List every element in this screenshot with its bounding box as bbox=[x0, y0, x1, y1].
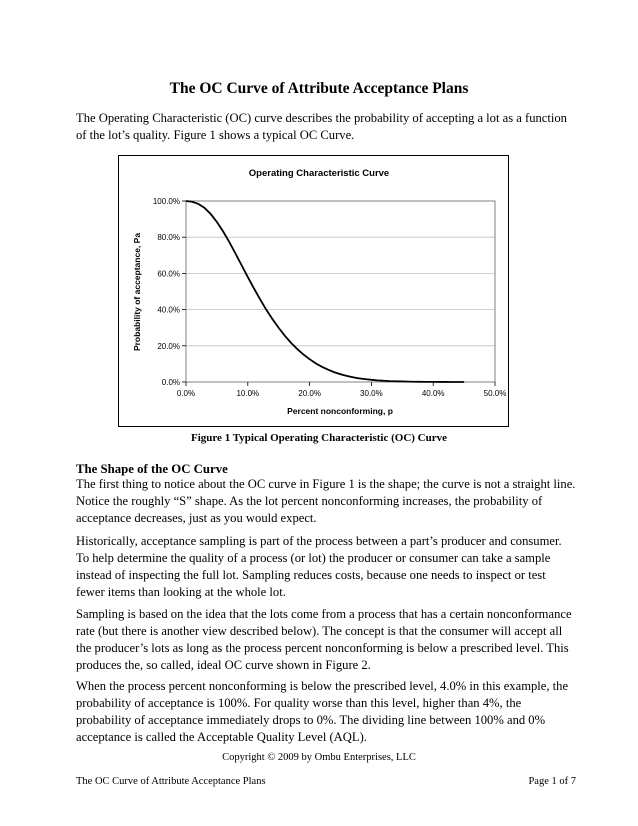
body-paragraph: Historically, acceptance sampling is part of the process between a part’s producer and consumer. To help determine the quality of a process (or lot) the producer or consumer can take a sample instead of inspecting the full lot. Sampling reduces costs, because one needs to inspect or test fewer items than looking at the whole lot. bbox=[76, 534, 562, 599]
y-tick-label: 20.0% bbox=[157, 341, 180, 351]
figure-caption: Figure 1 Typical Operating Characteristic (OC) Curve bbox=[190, 432, 447, 444]
y-tick-label: 40.0% bbox=[157, 305, 180, 315]
body-paragraph: When the process percent nonconforming is below the prescribed level, 4.0% in this example, the probability of acceptance is 100%. For quality worse than this level, higher than 4%, the probability of acceptance immediately drops to 0%. The dividing line between 100% and 0% acceptance is called the Acceptable Quality Level (AQL). bbox=[76, 679, 569, 744]
x-tick-label: 50.0% bbox=[483, 389, 507, 398]
x-tick-label: 30.0% bbox=[360, 389, 383, 398]
y-tick-label: 60.0% bbox=[157, 269, 180, 279]
plot-area bbox=[186, 201, 495, 382]
x-tick-label: 20.0% bbox=[298, 389, 321, 398]
body-paragraph: Sampling is based on the idea that the lots come from a process that has a certain nonconformance rate (but there is another view described below). The concept is that the consumer will accept all the producer’s lots as long as the process percent nonconforming is below a prescribed level. This produces the, so called, ideal OC curve shown in Figure 2. bbox=[76, 607, 572, 672]
oc-chart-svg bbox=[119, 156, 510, 428]
footer-document-title: The OC Curve of Attribute Acceptance Plans bbox=[76, 776, 266, 787]
y-tick-label: 80.0% bbox=[157, 233, 180, 243]
y-tick-label: 0.0% bbox=[161, 378, 180, 387]
y-axis-label: Probability of acceptance, Pa bbox=[132, 232, 142, 352]
x-axis-label: Percent nonconforming, p bbox=[287, 406, 393, 416]
chart-title: Operating Characteristic Curve bbox=[248, 168, 390, 179]
y-tick-label: 100.0% bbox=[152, 197, 180, 206]
chart-gridlines bbox=[186, 237, 495, 346]
oc-curve-line bbox=[186, 201, 464, 382]
x-tick-label: 10.0% bbox=[236, 389, 260, 398]
x-tick-label: 40.0% bbox=[421, 389, 445, 398]
chart-ticks bbox=[153, 197, 506, 398]
footer-page-number: Page 1 of 7 bbox=[528, 776, 576, 787]
intro-paragraph: The Operating Characteristic (OC) curve describes the probability of accepting a lot as a function of the lot’s quality. Figure 1 shows a typical OC Curve. bbox=[76, 111, 567, 142]
x-tick-label: 0.0% bbox=[176, 389, 196, 398]
oc-chart bbox=[118, 155, 509, 427]
body-paragraph: The first thing to notice about the OC curve in Figure 1 is the shape; the curve is not a straight line. Notice the roughly “S” shape. As the lot percent nonconforming increases, the probability of acceptance decreases, just as you would expect. bbox=[76, 477, 576, 525]
section-heading: The Shape of the OC Curve bbox=[76, 462, 228, 476]
copyright-notice: Copyright © 2009 by Ombu Enterprises, LLC bbox=[222, 752, 416, 763]
page-title: The OC Curve of Attribute Acceptance Plans bbox=[169, 80, 469, 97]
